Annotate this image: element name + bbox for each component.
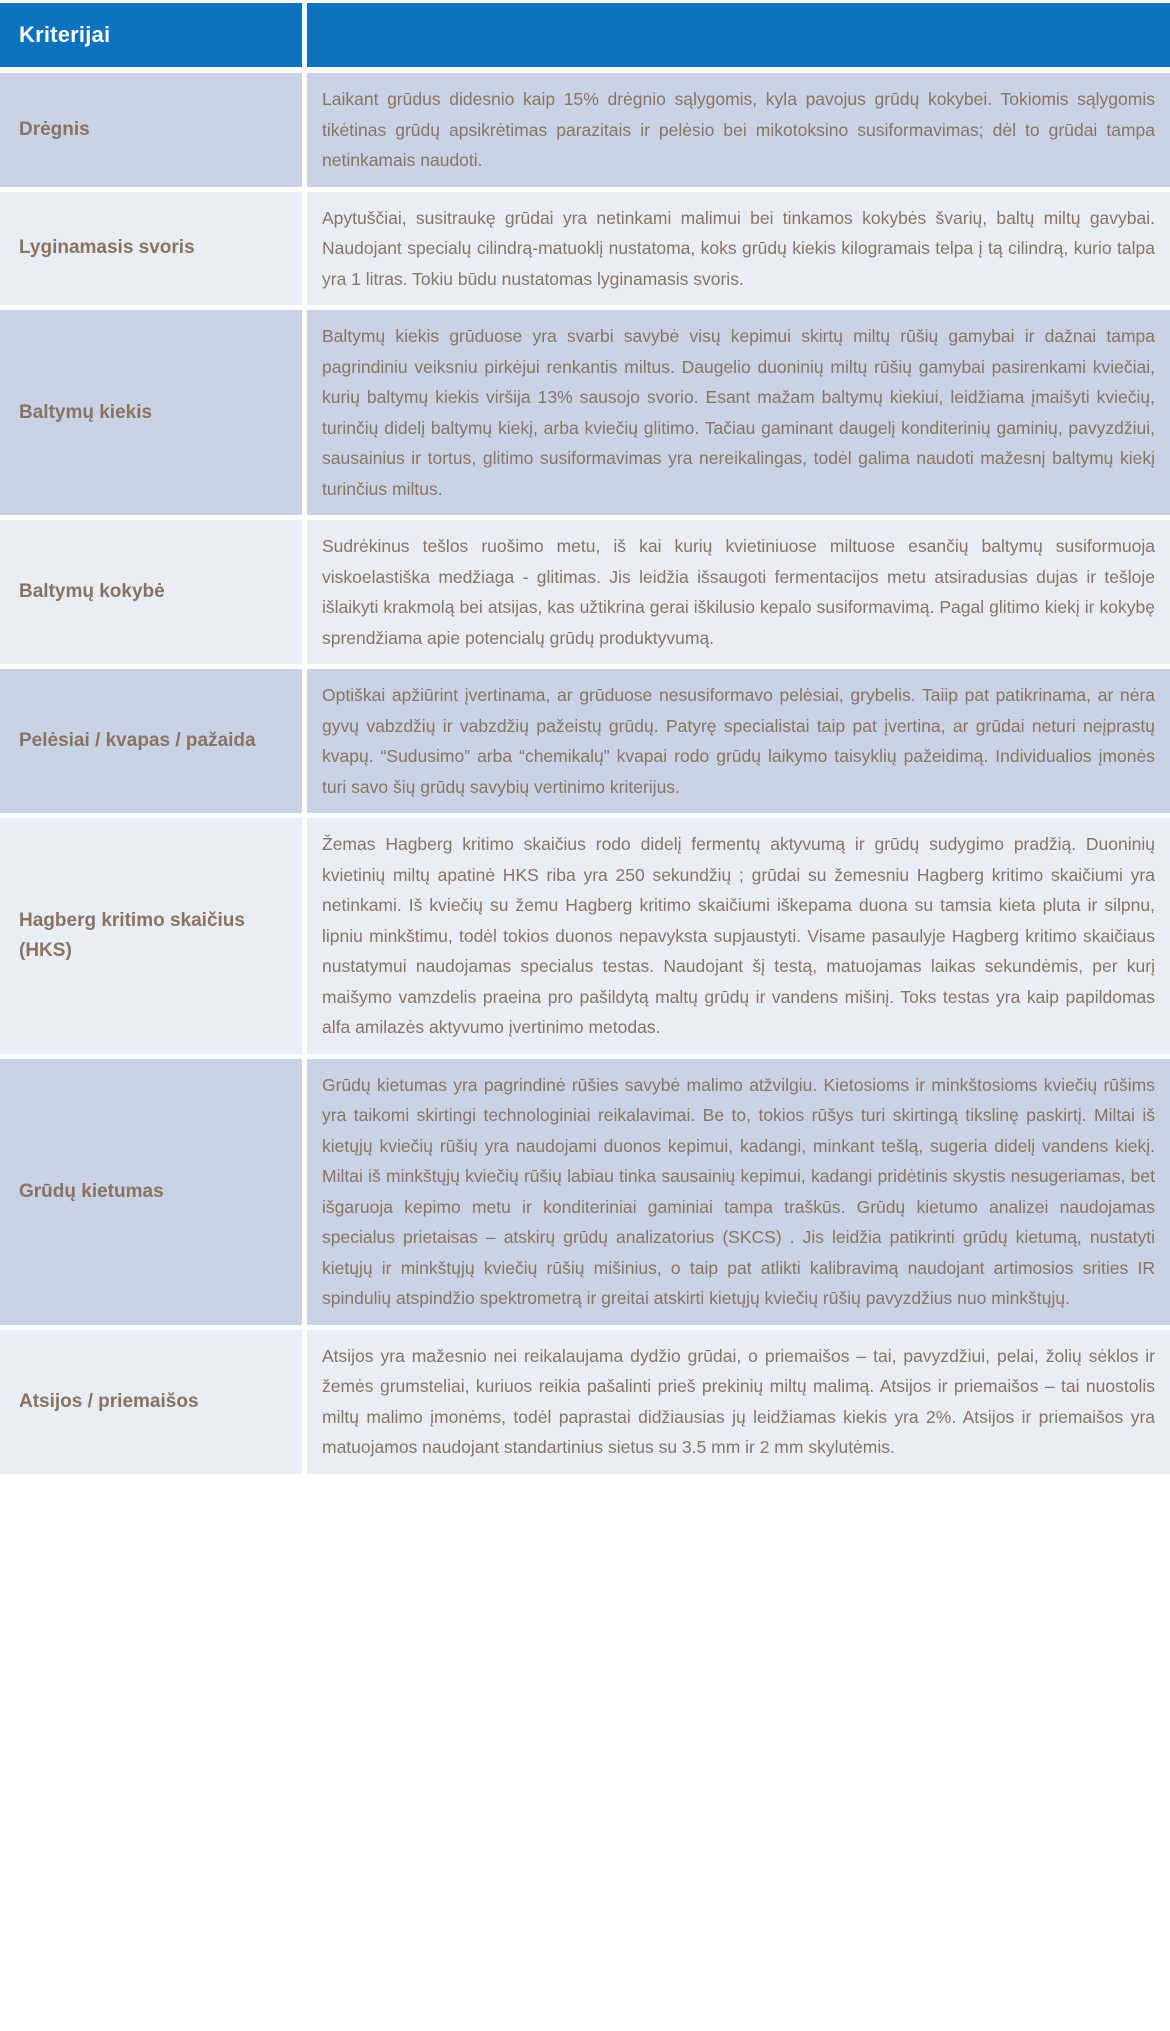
description-cell xyxy=(307,818,1170,1054)
criteria-cell xyxy=(0,818,302,1054)
description-cell xyxy=(307,669,1170,813)
table-row xyxy=(0,192,1170,306)
table-title: Kriterijai xyxy=(19,22,111,47)
description-cell xyxy=(307,1330,1170,1474)
table-row xyxy=(0,1330,1170,1474)
criteria-description: Grūdų kietumas yra pagrindinė rūšies savybė malimo atžvilgiu. Kietosioms ir minkštosioms kviečių rūšims yra taikomi skirtingi technologiniai reikalavimai. Be to, tokios rūšys turi skirtingą tikslinę paskirtį. Miltai iš kietųjų kviečių rūšių yra naudojami duonos kepimui, kadangi, minkant tešlą, sugeria didelį vandens kiekį. Miltai iš minkštųjų kviečių rūšių labiau tinka sausainių kepimui, kadangi pridėtinis skystis nesugeriamas, bet išgaruoja kepimo metu ir konditeriniai gaminiai tampa traškūs. Grūdų kietumo analizei naudojamas specialus prietaisas – atskirų grūdų analizatorius (SKCS) . Jis leidžia patikrinti grūdų kietumą, nustatyti kietųjų ir minkštųjų kviečių rūšių mišinius, o taip pat atlikti kalibravimą naudojant artimosios srities IR spindulių atspindžio spektrometrą ir greitai atskirti kietųjų kviečių rūšių pavyzdžius nuo minkštųjų. xyxy=(322,1074,1155,1308)
header-description-cell xyxy=(307,3,1170,67)
table-body xyxy=(0,73,1170,1474)
criteria-cell xyxy=(0,669,302,813)
criteria-description: Atsijos yra mažesnio nei reikalaujama dydžio grūdai, o priemaišos – tai, pavyzdžiui, pelai, žolių sėklos ir žemės grumsteliai, kuriuos reikia pašalinti prieš prekinių miltų malimą. Atsijos ir priemaišos – tai nuostolis miltų malimo įmonėms, todėl paprastai didžiausias jų leidžiamas kiekis yra 2%. Atsijos ir priemaišos yra matuojamos naudojant standartinius sietus su 3.5 mm ir 2 mm skylutėmis. xyxy=(322,1345,1155,1457)
criteria-label: Baltymų kiekis xyxy=(19,401,153,423)
criteria-description: Optiškai apžiūrint įvertinama, ar grūduose nesusiformavo pelėsiai, grybelis. Taiip pat patikrinama, ar nėra gyvų vabzdžių ir vabzdžių pažeistų grūdų. Patyrę specialistai taip pat įvertina, ar grūdai neturi neįprastų kvapų. “Sudusimo” arba “chemikalų” kvapai rodo grūdų laikymo taisyklių pažeidimą. Individualios įmonės turi savo šių grūdų savybių vertinimo kriterijus. xyxy=(322,685,1155,797)
criteria-cell xyxy=(0,1059,302,1325)
criteria-cell xyxy=(0,1330,302,1474)
criteria-cell xyxy=(0,310,302,515)
description-cell xyxy=(307,73,1170,187)
table-row xyxy=(0,520,1170,664)
table-row xyxy=(0,310,1170,515)
description-cell xyxy=(307,192,1170,306)
criteria-label: Pelėsiai / kvapas / pažaida xyxy=(19,730,256,751)
criteria-cell xyxy=(0,73,302,187)
criteria-cell xyxy=(0,520,302,664)
description-cell xyxy=(307,310,1170,515)
description-cell xyxy=(307,1059,1170,1325)
criteria-description: Apytuščiai, susitraukę grūdai yra netinkami malimui bei tinkamos kokybės švarių, baltų miltų gavybai. Naudojant specialų cilindrą-matuoklį nustatoma, koks grūdų kiekis kilogramais telpa į tą cilindrą, kurio talpa yra 1 litras. Tokiu būdu nustatomas lyginamasis svoris. xyxy=(322,207,1155,289)
criteria-cell xyxy=(0,192,302,306)
criteria-label: Hagberg kritimo skaičius (HKS) xyxy=(19,909,245,961)
table-row xyxy=(0,73,1170,187)
description-cell xyxy=(307,520,1170,664)
criteria-label: Grūdų kietumas xyxy=(19,1180,164,1202)
criteria-description: Sudrėkinus tešlos ruošimo metu, iš kai kurių kvietiniuose miltuose esančių baltymų susiformuoja viskoelastiška medžiaga - glitimas. Jis leidžia išsaugoti fermentacijos metu atsiradusias dujas ir tešloje išlaikyti krakmolą bei atsijas, kas užtikrina gerai iškilusio kepalo susiformavimą. Pagal glitimo kiekį ir kokybę sprendžiama apie potencialų grūdų produktyvumą. xyxy=(322,536,1155,648)
criteria-label: Baltymų kokybė xyxy=(19,581,165,602)
table-row xyxy=(0,818,1170,1054)
header-criteria-cell xyxy=(0,3,302,67)
criteria-label: Drėgnis xyxy=(19,118,90,140)
criteria-description: Baltymų kiekis grūduose yra svarbi savybė visų kepimui skirtų miltų rūšių gamybai ir dažnai tampa pagrindiniu veiksniu pirkėjui renkantis miltus. Daugelio duoninių miltų rūšių gamybai pasirenkami kviečiai, kurių baltymų kiekis viršija 13% sausojo svorio. Esant mažam baltymų kiekiui, leidžiama įmaišyti kviečių, turinčių didelį baltymų kiekį, arba kviečių glitimo. Tačiau gaminant daugelį konditerinių gaminių, pavyzdžiui, sausainius ir tortus, glitimo susiformavimas yra nereikalingas, todėl galima naudoti mažesnį baltymų kiekį turinčius miltus. xyxy=(322,326,1155,499)
table-row xyxy=(0,1059,1170,1325)
criteria-description: Žemas Hagberg kritimo skaičius rodo didelį fermentų aktyvumą ir grūdų sudygimo pradžią. Duoninių kvietinių miltų apatinė HKS riba yra 250 sekundžių ; grūdai su žemesniu Hagberg kritimo skaičiumi yra netinkami. Iš kviečių su žemu Hagberg kritimo skaičiumi iškepama duona su tamsia kieta pluta ir silpnu, lipniu minkštimu, todėl tokios duonos nepavyksta supjaustyti. Visame pasaulyje Hagberg kritimo skaičiaus nustatymui naudojamas specialus testas. Naudojant šį testą, matuojamas laikas sekundėmis, per kurį maišymo vamzdelis praeina pro pašildytą maltų grūdų ir vandens mišinį. Toks testas yra kaip papildomas alfa amilazės aktyvumo įvertinimo metodas. xyxy=(322,834,1155,1037)
criteria-description: Laikant grūdus didesnio kaip 15% drėgnio sąlygomis, kyla pavojus grūdų kokybei. Tokiomis sąlygomis tikėtinas grūdų apsikrėtimas parazitais ir pelėsio bei mikotoksino susiformavimas; dėl to grūdai tampa netinkamais naudoti. xyxy=(322,89,1155,170)
criteria-label: Lyginamasis svoris xyxy=(19,237,195,259)
table-row xyxy=(0,669,1170,813)
criteria-label: Atsijos / priemaišos xyxy=(19,1390,199,1412)
table-header-row xyxy=(0,3,1170,67)
